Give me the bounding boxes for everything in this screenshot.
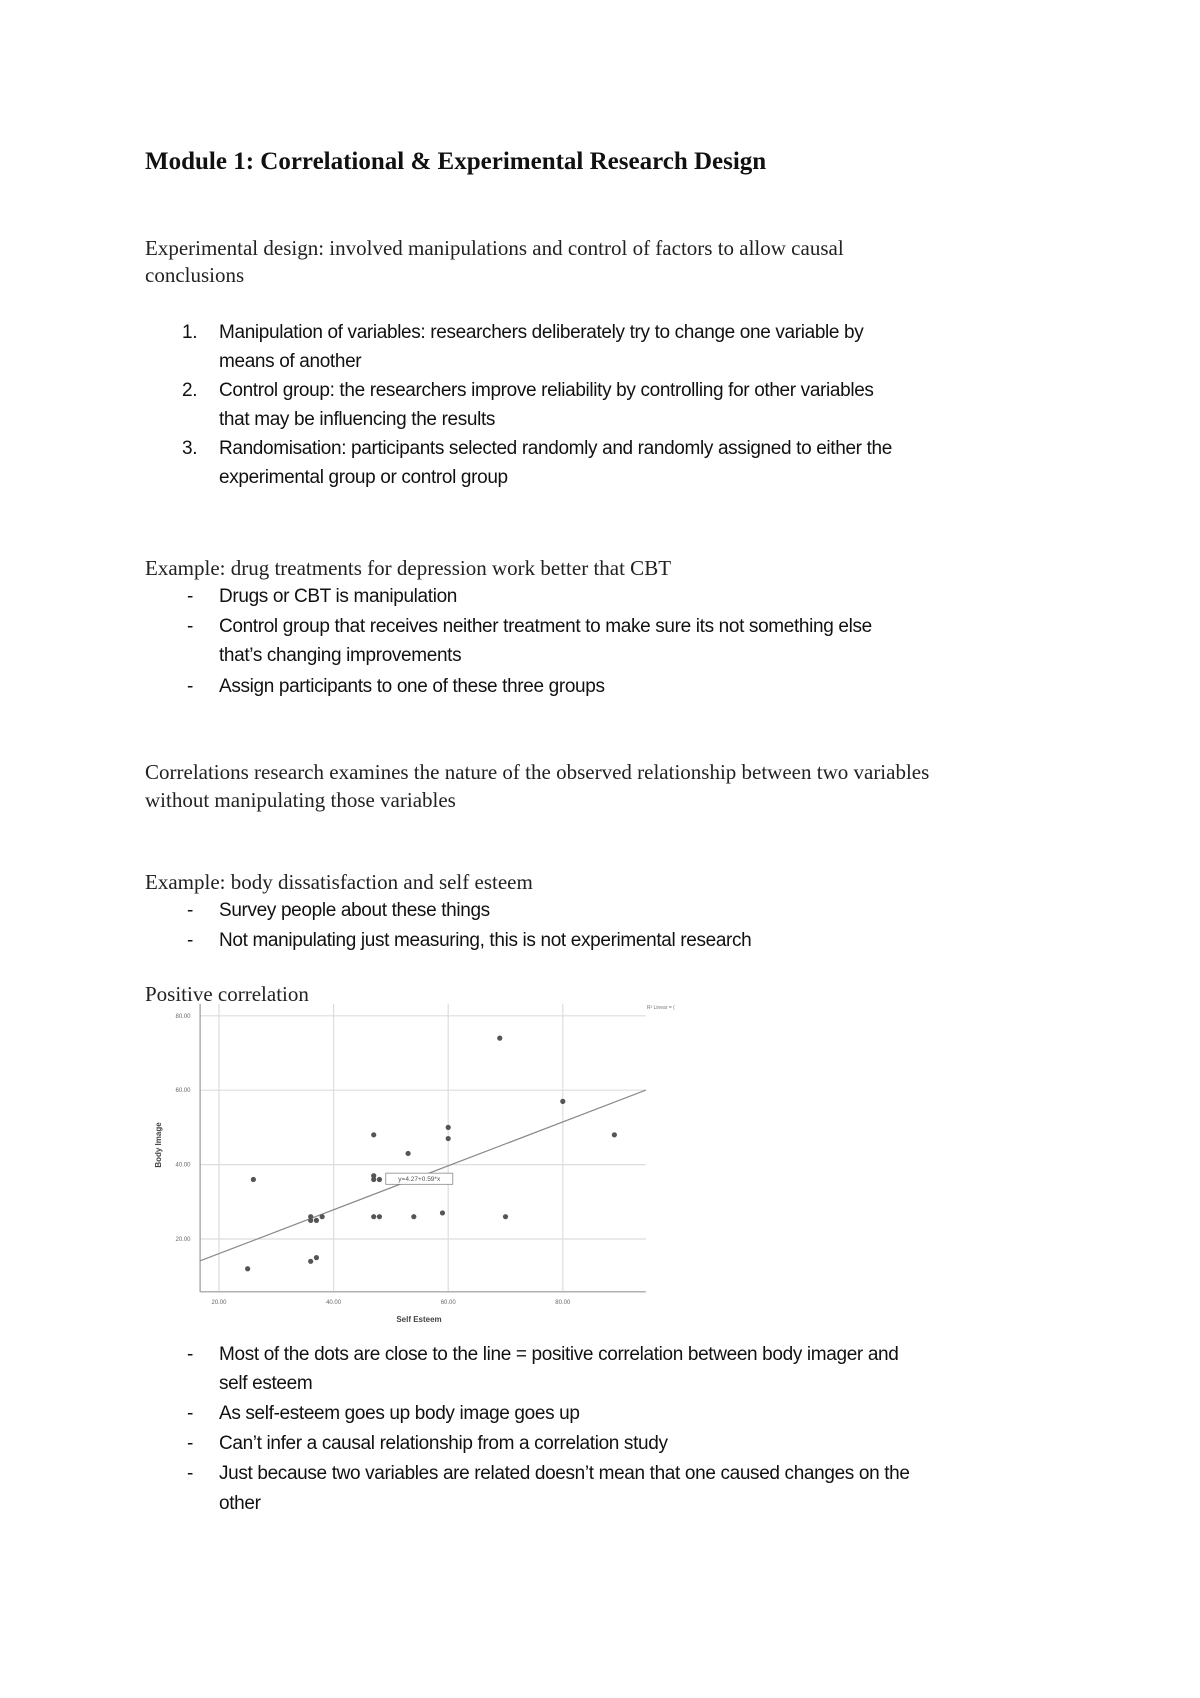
list-item-manipulation-cont: means of another — [219, 351, 362, 372]
data-point — [245, 1266, 250, 1271]
example-heading: Example: drug treatments for depression work better that CBT — [145, 556, 672, 580]
legend-label: R² Linear = ( — [646, 1005, 675, 1011]
bullet-item: Assign participants to one of these three groups — [219, 676, 605, 697]
data-point — [371, 1132, 376, 1137]
bullet-dash: - — [187, 930, 193, 951]
correlational-intro-line: Correlations research examines the nature of the observed relationship between two variables — [145, 760, 930, 784]
data-point — [308, 1218, 313, 1223]
data-point — [377, 1214, 382, 1219]
example-heading: Example: body dissatisfaction and self esteem — [145, 870, 533, 894]
x-axis-label: Self Esteem — [396, 1315, 442, 1324]
bullet-item-cont: that’s changing improvements — [219, 645, 462, 666]
y-axis-label: Body Image — [154, 1122, 163, 1168]
list-item-control-group-cont: that may be influencing the results — [219, 409, 496, 430]
bullet-item: Not manipulating just measuring, this is not experimental research — [219, 930, 752, 951]
bullet-dash: - — [187, 676, 193, 697]
list-number: 2. — [182, 380, 198, 401]
data-point — [446, 1125, 451, 1130]
bullet-item: Survey people about these things — [219, 900, 490, 921]
list-item-randomisation: Randomisation: participants selected randomly and randomly assigned to either the — [219, 438, 892, 459]
bullet-dash: - — [187, 586, 193, 607]
list-item-randomisation-cont: experimental group or control group — [219, 467, 508, 488]
data-point — [560, 1099, 565, 1104]
page-title: Module 1: Correlational & Experimental Research Design — [145, 148, 767, 175]
experimental-intro-line: Experimental design: involved manipulations and control of factors to allow causal — [145, 236, 844, 260]
data-point — [446, 1136, 451, 1141]
data-point — [497, 1036, 502, 1041]
data-point — [308, 1259, 313, 1264]
list-number: 3. — [182, 438, 198, 459]
x-tick-label: 60.00 — [440, 1299, 456, 1306]
bullet-item: Just because two variables are related doesn’t mean that one caused changes on the — [219, 1463, 910, 1484]
bullet-dash: - — [187, 1463, 193, 1484]
bullet-dash: - — [187, 1433, 193, 1454]
data-point — [314, 1255, 319, 1260]
data-point — [377, 1177, 382, 1182]
data-point — [320, 1214, 325, 1219]
bullet-dash: - — [187, 900, 193, 921]
x-tick-label: 20.00 — [211, 1299, 227, 1306]
equation-label: y=4.27+0.59*x — [398, 1175, 441, 1183]
data-point — [371, 1214, 376, 1219]
bullet-item-cont: other — [219, 1493, 261, 1514]
bullet-dash: - — [187, 616, 193, 637]
bullet-item: Control group that receives neither treatment to make sure its not something else — [219, 616, 872, 637]
bullet-dash: - — [187, 1344, 193, 1365]
scatter-chart — [140, 990, 675, 1340]
bullet-item: As self-esteem goes up body image goes up — [219, 1403, 580, 1424]
y-tick-label: 20.00 — [175, 1237, 191, 1243]
y-tick-label: 40.00 — [175, 1162, 191, 1169]
data-point — [371, 1177, 376, 1182]
data-point — [440, 1210, 445, 1215]
positive-correlation-heading: Positive correlation — [145, 982, 309, 1006]
list-number: 1. — [182, 322, 198, 343]
bullet-item-cont: self esteem — [219, 1373, 313, 1394]
bullet-item: Drugs or CBT is manipulation — [219, 586, 458, 607]
list-item-manipulation: Manipulation of variables: researchers deliberately try to change one variable by — [219, 322, 864, 343]
data-point — [612, 1132, 617, 1137]
correlational-intro-line: without manipulating those variables — [145, 788, 456, 812]
y-tick-label: 60.00 — [175, 1088, 191, 1095]
bullet-item: Most of the dots are close to the line = positive correlation between body imager and — [219, 1344, 899, 1365]
y-tick-label: 80.00 — [175, 1013, 191, 1020]
data-point — [405, 1151, 410, 1156]
data-point — [411, 1214, 416, 1219]
list-item-control-group: Control group: the researchers improve reliability by controlling for other variables — [219, 380, 874, 401]
data-point — [314, 1218, 319, 1223]
data-point — [251, 1177, 256, 1182]
x-tick-label: 80.00 — [555, 1299, 571, 1306]
x-tick-label: 40.00 — [326, 1299, 342, 1306]
bullet-dash: - — [187, 1403, 193, 1424]
bullet-item: Can’t infer a causal relationship from a correlation study — [219, 1433, 668, 1454]
experimental-intro-line: conclusions — [145, 263, 245, 287]
data-point — [503, 1214, 508, 1219]
